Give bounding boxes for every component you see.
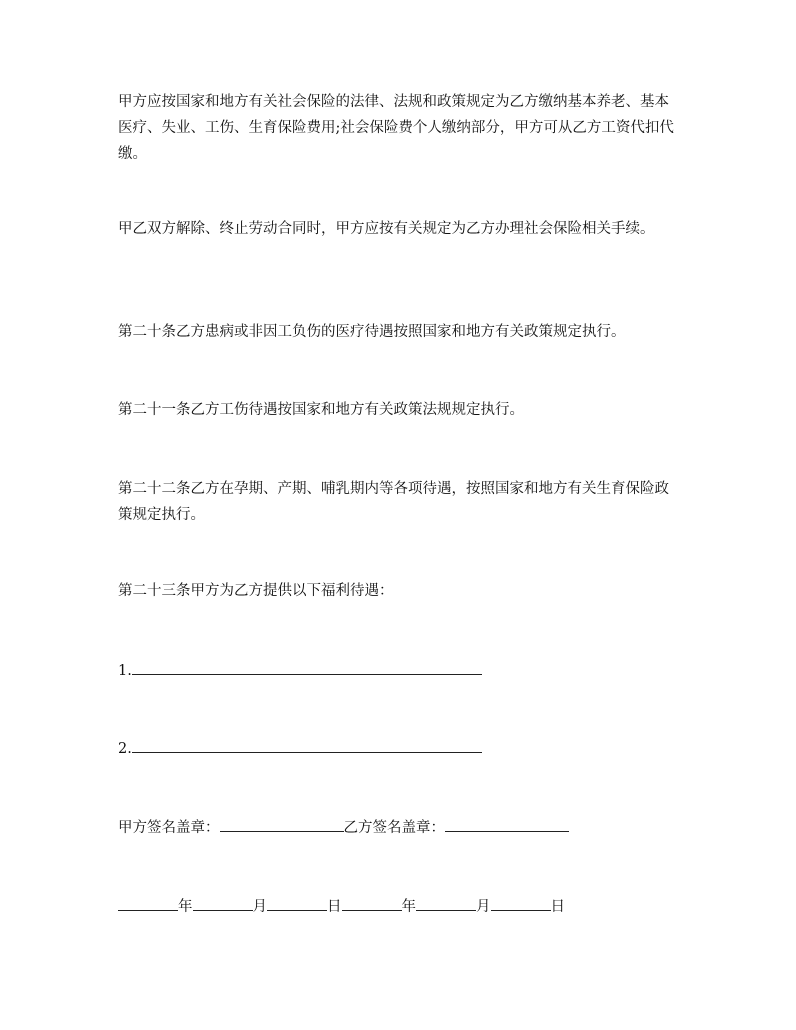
party-a-month-blank[interactable]: [193, 894, 253, 911]
benefit-item-2: [118, 736, 482, 762]
benefit-item-blank[interactable]: [132, 658, 482, 675]
benefit-item-1: [118, 658, 482, 684]
party-a-signature-blank[interactable]: [220, 815, 344, 832]
year-label: 年: [401, 899, 416, 915]
article-22: 第二十二条乙方在孕期、产期、哺乳期内等各项待遇，按照国家和地方有关生育保险政策规定执行。: [118, 481, 669, 523]
article-21: 第二十一条乙方工伤待遇按国家和地方有关政策法规规定执行。: [118, 402, 524, 418]
benefit-item-number: 2.: [118, 741, 132, 757]
article-23: 第二十三条甲方为乙方提供以下福利待遇：: [118, 583, 394, 599]
paragraph-social-insurance: 甲方应按国家和地方有关社会保险的法律、法规和政策规定为乙方缴纳基本养老、基本医疗、失业、工伤、生育保险费用;社会保险费个人缴纳部分，甲方可从乙方工资代扣代缴。: [118, 94, 674, 162]
party-a-day-blank[interactable]: [267, 894, 327, 911]
date-line: [118, 894, 565, 920]
party-a-year-blank[interactable]: [118, 894, 178, 911]
party-b-day-blank[interactable]: [491, 894, 551, 911]
year-label: 年: [178, 899, 193, 915]
signature-line: [118, 815, 569, 841]
benefit-item-number: 1.: [118, 663, 132, 679]
party-b-signature-label: 乙方签名盖章：: [343, 820, 445, 836]
month-label: 月: [476, 899, 491, 915]
paragraph-termination-procedures: 甲乙双方解除、终止劳动合同时，甲方应按有关规定为乙方办理社会保险相关手续。: [118, 221, 655, 237]
party-a-signature-label: 甲方签名盖章：: [118, 820, 220, 836]
party-b-month-blank[interactable]: [416, 894, 476, 911]
benefit-item-blank[interactable]: [132, 736, 482, 753]
day-label: 日: [550, 899, 565, 915]
party-b-signature-blank[interactable]: [445, 815, 569, 832]
article-20: 第二十条乙方患病或非因工负伤的医疗待遇按照国家和地方有关政策规定执行。: [118, 324, 626, 340]
month-label: 月: [252, 899, 267, 915]
day-label: 日: [327, 899, 342, 915]
party-b-year-blank[interactable]: [342, 894, 402, 911]
